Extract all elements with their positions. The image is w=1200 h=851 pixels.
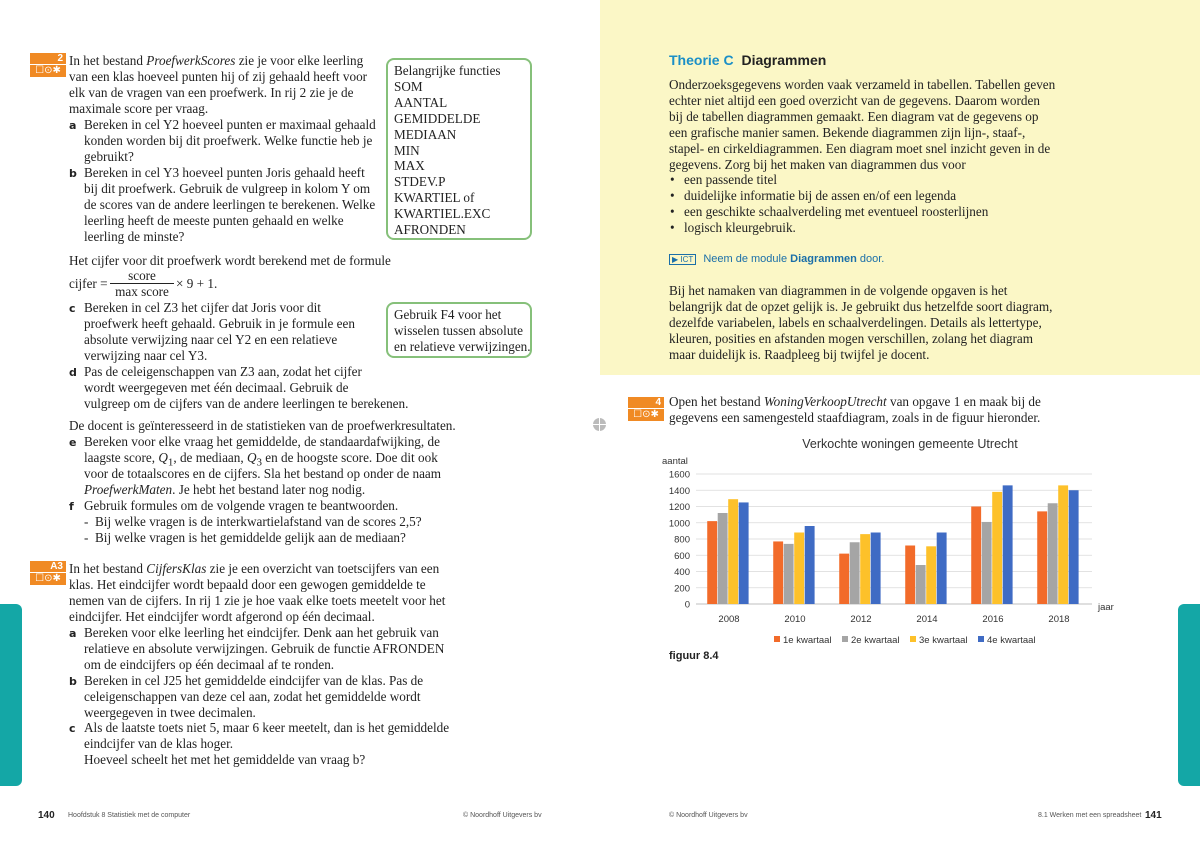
formula-intro: Het cijfer voor dit proefwerk wordt berekend met de formule [69, 253, 391, 268]
bar [982, 522, 992, 604]
legend-label: 2e kwartaal [851, 635, 900, 646]
legend-swatch [910, 636, 916, 642]
text-line: Open het bestand WoningVerkoopUtrecht van opgave 1 en maak bij de [669, 394, 1041, 409]
function-item: SOM [394, 78, 423, 94]
f4-hint-line: Gebruik F4 voor het [394, 307, 502, 322]
text-line: gebruikt? [84, 148, 134, 164]
x-tick-label: 2008 [718, 614, 740, 625]
bar [860, 534, 870, 604]
text-line: Bereken in cel Y2 hoeveel punten er maximaal gehaald [84, 117, 376, 132]
footer-publisher-right: © Noordhoff Uitgevers bv [669, 812, 748, 819]
f4-hint-line: en relatieve verwijzingen. [394, 338, 531, 354]
formula-numerator: score [110, 268, 174, 284]
exercise-badge-4 [628, 397, 664, 421]
text-line: In het bestand ProefwerkScores zie je voor elke leerling [69, 53, 364, 68]
legend-swatch [978, 636, 984, 642]
text-line: Als de laatste toets niet 5, maar 6 keer meetelt, dan is het gemiddelde [84, 720, 450, 735]
text-line: konden worden bij dit proefwerk. Welke functie heb je [84, 132, 373, 148]
text-line: wordt weergegeven met één decimaal. Gebruik de [84, 379, 349, 395]
text-line: Bereken in cel J25 het gemiddelde eindcijfer van de klas. Pas de [84, 673, 424, 688]
theory-title: Diagrammen [741, 52, 827, 68]
function-item: AANTAL [394, 94, 448, 110]
bar [905, 546, 915, 605]
figure-caption: figuur 8.4 [669, 650, 719, 662]
y-tick-label: 200 [674, 583, 690, 595]
x-axis-label: jaar [1098, 602, 1114, 613]
text-line: de scores van de andere leerlingen te berekenen. Welke [84, 196, 376, 212]
text-line: om de eindcijfers op één decimaal af te ronden. [84, 656, 335, 672]
text-line: eindcijfer van de klas hoger. [84, 735, 234, 751]
text-line: verwijzing naar cel Y3. [84, 347, 208, 363]
item-label: a [69, 119, 77, 132]
bar [926, 546, 936, 604]
text-line: Bereken voor elke leerling het eindcijfer. Denk aan het gebruik van [84, 625, 439, 640]
theory-heading [669, 52, 826, 68]
text-line: belangrijk dat de opzet gelijk is. Je gebruikt dus hetzelfde soort diagram, [669, 298, 1053, 314]
bullet-item: • een geschikte schaalverdeling met eventueel roosterlijnen [684, 204, 988, 220]
footer-chapter: Hoofdstuk 8 Statistiek met de computer [68, 812, 191, 819]
chart-title: Verkochte woningen gemeente Utrecht [802, 437, 1018, 451]
bar [937, 533, 947, 605]
text-line: Gebruik formules om de volgende vragen te beantwoorden. [84, 498, 399, 513]
text-line: Onderzoeksgegevens worden vaak verzameld in tabellen. Tabellen geven [669, 77, 1056, 92]
bar [992, 492, 1002, 604]
task-icons: ☐⊙✱ [30, 572, 66, 585]
text-line: een grafische manier samen. Bekende diagrammen zijn lijn-, staaf-, [669, 124, 1026, 140]
function-item: KWARTIEL of [394, 190, 475, 206]
ict-tag-text: ICT [680, 255, 694, 264]
text-line: Bereken voor elke vraag het gemiddelde, de standaardafwijking, de [84, 434, 440, 449]
exercise-badge-a3 [30, 561, 66, 585]
x-tick-label: 2016 [982, 614, 1004, 625]
bar [805, 526, 815, 604]
bullet-item: • logisch kleurgebruik. [684, 220, 796, 236]
text-line: weergegeven in twee decimalen. [84, 704, 256, 720]
registration-mark-icon [593, 418, 606, 431]
text-line: van een klas hoeveel punten hij of zij gehaald heeft voor [69, 68, 368, 84]
functions-list [394, 79, 524, 238]
text-line: Bij het namaken van diagrammen in de volgende opgaven is het [669, 283, 1008, 298]
item-label: d [69, 366, 77, 379]
text-line: bij de tabellen diagrammen gemaakt. Een diagram vat de gegevens op [669, 108, 1039, 124]
function-item: GEMIDDELDE [394, 110, 481, 126]
bar [1069, 490, 1079, 604]
x-tick-label: 2014 [916, 614, 938, 625]
y-axis-label: aantal [662, 456, 688, 467]
f4-hint-line: wisselen tussen absolute [394, 322, 523, 338]
text-line: dezelfde variabelen, labels en schaalverdelingen. Details als lettertype, [669, 314, 1042, 330]
f4-hint-lines [394, 307, 531, 355]
text-line: klas. Het eindcijfer wordt bepaald door een gewogen gemiddelde te [69, 576, 426, 592]
ict-text-pre: Neem de module [703, 253, 788, 265]
ict-line [669, 253, 884, 265]
list-item: - Bij welke vragen is het gemiddelde gelijk aan de mediaan? [84, 529, 406, 545]
chapter-tab [0, 604, 22, 786]
function-item: KWARTIEL.EXC [394, 206, 491, 222]
function-item: MAX [394, 158, 425, 174]
ict-module[interactable]: Diagrammen [790, 253, 857, 265]
chapter-tab-right [1178, 604, 1200, 786]
bar [773, 541, 783, 604]
task-icons: ☐⊙✱ [628, 408, 664, 421]
text-line: leerling heeft de meeste punten gehaald en welke [84, 212, 344, 228]
text-line: proefwerk heeft gehaald. Gebruik in je formule een [84, 315, 355, 331]
legend-label: 3e kwartaal [919, 635, 968, 646]
exercise-badge [30, 53, 66, 77]
bullet-item: • duidelijke informatie bij de assen en/of een legenda [684, 188, 956, 204]
text-line: nemen van de cijfers. In rij 1 zie je hoe vaak elke toets meetelt voor het [69, 592, 446, 608]
text-line: maar duidelijk is. Raadpleeg bij twijfel je docent. [669, 346, 930, 362]
footer-section: 8.1 Werken met een spreadsheet [1038, 812, 1142, 819]
item-label: b [69, 167, 77, 180]
item-label: c [69, 722, 76, 735]
function-item: MIN [394, 142, 420, 158]
y-tick-label: 1400 [668, 485, 690, 497]
text-line: gegevens een samengesteld staafdiagram, zoals in de figuur hieronder. [669, 409, 1041, 425]
y-tick-label: 800 [674, 534, 690, 546]
x-tick-label: 2012 [850, 614, 872, 625]
text-line: ProefwerkMaten. Je hebt het bestand later nog nodig. [84, 481, 366, 497]
interest-line: De docent is geïnteresseerd in de statistieken van de proefwerkresultaten. [69, 418, 456, 433]
text-line: leerling de minste? [84, 228, 185, 244]
text-line: absolute verwijzing naar cel Y2 en een relatieve [84, 331, 338, 347]
bullet-item: • een passende titel [684, 172, 777, 188]
text-line: maximale score per vraag. [69, 100, 209, 116]
formula-lhs: cijfer = [69, 276, 108, 291]
y-tick-label: 1000 [668, 518, 690, 530]
text-line: celeigenschappen van deze cel aan, zodat het gemiddelde wordt [84, 688, 421, 704]
ict-text-post: door. [859, 253, 885, 265]
y-tick-label: 600 [674, 550, 690, 562]
bar [718, 513, 728, 604]
formula-denominator: max score [115, 284, 169, 299]
bar [850, 542, 860, 604]
text-line: eindcijfer. Het eindcijfer wordt afgerond op één decimaal. [69, 608, 375, 624]
legend-swatch [774, 636, 780, 642]
bar [739, 502, 749, 604]
text-line: Bereken in cel Z3 het cijfer dat Joris voor dit [84, 300, 321, 315]
text-line: Bereken in cel Y3 hoeveel punten Joris gehaald heeft [84, 165, 365, 180]
text-line: relatieve en absolute verwijzingen. Gebruik de functie AFRONDEN [84, 640, 445, 656]
exercise-number: A3 [30, 561, 66, 572]
text-line: Hoeveel scheelt het met het gemiddelde van vraag b? [84, 751, 366, 767]
text-line: voor de totaalscores en de cijfers. Sla het bestand op onder de naam [84, 465, 442, 481]
bar [728, 499, 738, 604]
text-line: gegevens. Zorg bij het maken van diagrammen dus voor [669, 156, 966, 172]
item-label: b [69, 675, 77, 688]
item-label: a [69, 627, 77, 640]
text-line: elk van de vragen van een proefwerk. In rij 2 zie je de [69, 84, 354, 100]
item-label: c [69, 302, 76, 315]
function-item: STDEV.P [394, 174, 446, 190]
bar [794, 533, 804, 605]
text-line: bij dit proefwerk. Gebruik de vulgreep in kolom Y om [84, 180, 371, 196]
y-tick-label: 1200 [668, 502, 690, 513]
text-line: In het bestand CijfersKlas zie je een overzicht van toetscijfers van een [69, 561, 440, 576]
item-label: f [69, 500, 74, 513]
theory-label: Theorie C [669, 52, 734, 68]
functions-box [386, 58, 532, 240]
x-tick-label: 2010 [784, 614, 806, 625]
text-line: Pas de celeigenschappen van Z3 aan, zodat het cijfer [84, 364, 362, 379]
bar [1037, 511, 1047, 604]
y-tick-label: 400 [674, 567, 690, 578]
y-tick-label: 1600 [668, 469, 690, 481]
functions-box-title: Belangrijke functies [394, 63, 501, 78]
text-line: kleuren, posities en afstanden mogen verschillen, zolang het diagram [669, 330, 1034, 346]
text-line: vulgreep om de cijfers van de andere leerlingen te berekenen. [84, 395, 409, 411]
text-line: stapel- en cirkeldiagrammen. Een diagram moet snel inzicht geven in de [669, 140, 1051, 156]
legend-swatch [842, 636, 848, 642]
bar [1058, 485, 1068, 604]
x-tick-label: 2018 [1048, 614, 1070, 625]
right-page [600, 0, 1200, 851]
bar [871, 533, 881, 605]
bar [707, 521, 717, 604]
task-icons: ☐⊙✱ [30, 64, 66, 77]
bar [971, 507, 981, 605]
bar-chart [662, 430, 1132, 660]
formula-rhs: × 9 + 1. [176, 276, 218, 291]
ict-tag: ▶ ICT [669, 254, 696, 265]
y-tick-label: 0 [684, 599, 690, 611]
text-line: laagste score, $Q_1$, de mediaan, $Q_3$ en de hoogste score. Doe dit ook [84, 449, 438, 469]
bar [916, 565, 926, 604]
bar [839, 554, 849, 604]
bar [1048, 503, 1058, 604]
function-item: MEDIAAN [394, 126, 457, 142]
page-number-left: 140 [38, 810, 55, 821]
text-line: echter niet altijd een goed overzicht van de gegevens. Daarom worden [669, 92, 1040, 108]
bar [784, 544, 794, 604]
exercise-number: 4 [628, 397, 664, 408]
list-item: - Bij welke vragen is de interkwartielafstand van de scores 2,5? [84, 514, 422, 529]
footer-publisher-left: © Noordhoff Uitgevers bv [463, 812, 542, 819]
f4-hint-box [386, 302, 532, 358]
item-label: e [69, 436, 77, 449]
function-item: AFRONDEN [394, 222, 466, 238]
page-number-right: 141 [1145, 810, 1162, 821]
legend-label: 1e kwartaal [783, 635, 832, 646]
bar [1003, 485, 1013, 604]
legend-label: 4e kwartaal [987, 635, 1036, 646]
exercise-number: 2 [30, 53, 66, 64]
